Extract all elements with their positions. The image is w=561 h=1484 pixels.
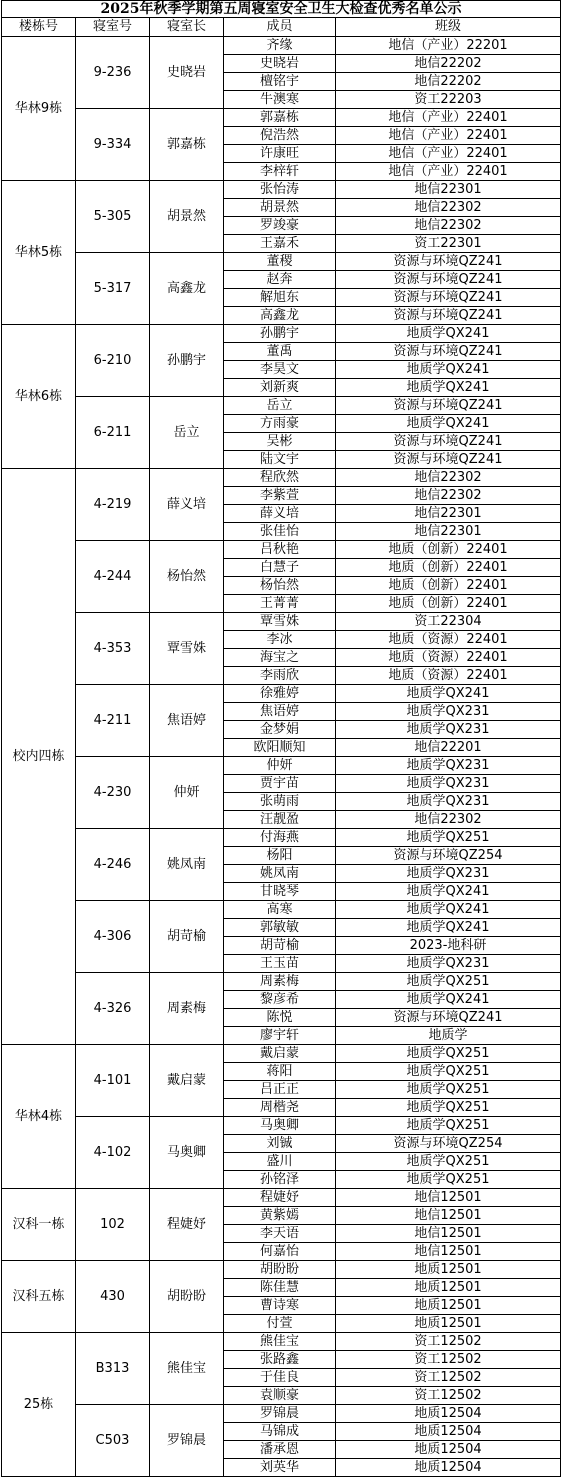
member-class: 地信22302	[336, 487, 561, 505]
room-number: 430	[76, 1261, 150, 1333]
member-class: 地质学QX251	[336, 1171, 561, 1189]
table-row	[2, 109, 561, 127]
member-name: 覃雪姝	[224, 613, 336, 631]
member-class: 地质学QX241	[336, 415, 561, 433]
member-class: 地质12501	[336, 1261, 561, 1279]
member-name: 吴彬	[224, 433, 336, 451]
member-class: 地质学QX241	[336, 325, 561, 343]
member-class: 地信22302	[336, 199, 561, 217]
room-number: 102	[76, 1189, 150, 1261]
member-name: 于佳良	[224, 1369, 336, 1387]
member-class: 资工12502	[336, 1387, 561, 1405]
member-class: 地质学QX241	[336, 919, 561, 937]
member-class: 资工12502	[336, 1369, 561, 1387]
room-number: 4-211	[76, 685, 150, 757]
room-number: 4-219	[76, 469, 150, 541]
member-name: 王菁菁	[224, 595, 336, 613]
member-class: 地质学QX231	[336, 775, 561, 793]
table-row	[2, 1045, 561, 1063]
room-leader: 焦语婷	[150, 685, 224, 757]
member-name: 郭敏敏	[224, 919, 336, 937]
member-class: 资源与环境QZ254	[336, 847, 561, 865]
member-class: 地信（产业）22401	[336, 127, 561, 145]
member-name: 海宝之	[224, 649, 336, 667]
member-class: 资源与环境QZ241	[336, 253, 561, 271]
table-row	[2, 757, 561, 775]
room-leader: 胡景然	[150, 181, 224, 253]
table-row	[2, 37, 561, 55]
room-leader: 覃雪姝	[150, 613, 224, 685]
member-class: 地质（资源）22401	[336, 631, 561, 649]
member-name: 王玉苗	[224, 955, 336, 973]
room-leader: 戴启蒙	[150, 1045, 224, 1117]
member-class: 地信22302	[336, 811, 561, 829]
member-class: 地质学QX251	[336, 1081, 561, 1099]
member-name: 马锦成	[224, 1423, 336, 1441]
member-class: 地信12501	[336, 1225, 561, 1243]
member-name: 黄紫嫣	[224, 1207, 336, 1225]
member-name: 薛义培	[224, 505, 336, 523]
member-name: 黎彦希	[224, 991, 336, 1009]
member-name: 孙铭泽	[224, 1171, 336, 1189]
room-number: 5-317	[76, 253, 150, 325]
member-name: 吕秋艳	[224, 541, 336, 559]
member-name: 戴启蒙	[224, 1045, 336, 1063]
member-class: 地质（资源）22401	[336, 667, 561, 685]
member-class: 资源与环境QZ241	[336, 433, 561, 451]
member-class: 资源与环境QZ241	[336, 289, 561, 307]
member-class: 地信（产业）22401	[336, 145, 561, 163]
room-leader: 高鑫龙	[150, 253, 224, 325]
member-class: 地质学QX241	[336, 379, 561, 397]
member-name: 周素梅	[224, 973, 336, 991]
member-class: 资工12502	[336, 1351, 561, 1369]
room-leader: 姚凤南	[150, 829, 224, 901]
member-name: 甘晓琴	[224, 883, 336, 901]
room-number: 4-244	[76, 541, 150, 613]
room-number: 4-306	[76, 901, 150, 973]
member-class: 地信22201	[336, 739, 561, 757]
member-name: 付海燕	[224, 829, 336, 847]
room-leader: 史晓岩	[150, 37, 224, 109]
member-name: 蒋阳	[224, 1063, 336, 1081]
member-class: 地质学QX251	[336, 973, 561, 991]
room-number: 4-101	[76, 1045, 150, 1117]
table-row	[2, 541, 561, 559]
member-class: 地质学QX241	[336, 991, 561, 1009]
member-class: 2023-地科研	[336, 937, 561, 955]
header-class: 班级	[336, 18, 561, 37]
member-class: 地质学QX251	[336, 1153, 561, 1171]
member-name: 方雨豪	[224, 415, 336, 433]
building-name: 华林6栋	[2, 325, 76, 469]
room-leader: 郭嘉栋	[150, 109, 224, 181]
table-row	[2, 181, 561, 199]
building-name: 校内四栋	[2, 469, 76, 1045]
table-row	[2, 973, 561, 991]
room-leader: 仲妍	[150, 757, 224, 829]
member-class: 资源与环境QZ241	[336, 397, 561, 415]
member-class: 地信22202	[336, 73, 561, 91]
member-class: 地信12501	[336, 1189, 561, 1207]
member-name: 李雨欣	[224, 667, 336, 685]
member-class: 地质12501	[336, 1297, 561, 1315]
member-name: 付萱	[224, 1315, 336, 1333]
member-name: 杨阳	[224, 847, 336, 865]
member-class: 资源与环境QZ241	[336, 343, 561, 361]
honor-roll-table	[1, 0, 561, 1477]
member-name: 胡景然	[224, 199, 336, 217]
member-class: 资工22301	[336, 235, 561, 253]
member-class: 地质（创新）22401	[336, 577, 561, 595]
member-name: 倪浩然	[224, 127, 336, 145]
member-class: 地质学QX241	[336, 901, 561, 919]
member-class: 资源与环境QZ241	[336, 307, 561, 325]
member-name: 仲妍	[224, 757, 336, 775]
room-number: 4-230	[76, 757, 150, 829]
member-name: 姚凤南	[224, 865, 336, 883]
member-name: 李昊文	[224, 361, 336, 379]
member-class: 地信（产业）22401	[336, 163, 561, 181]
member-class: 地质学QX241	[336, 883, 561, 901]
member-name: 董禹	[224, 343, 336, 361]
member-name: 牛澳寒	[224, 91, 336, 109]
table-row	[2, 1405, 561, 1423]
room-number: 4-326	[76, 973, 150, 1045]
room-leader: 杨怡然	[150, 541, 224, 613]
member-class: 地信12501	[336, 1243, 561, 1261]
member-class: 地质学QX231	[336, 721, 561, 739]
member-name: 史晓岩	[224, 55, 336, 73]
member-name: 何嘉怡	[224, 1243, 336, 1261]
room-leader: 周素梅	[150, 973, 224, 1045]
room-leader: 胡盼盼	[150, 1261, 224, 1333]
member-name: 檀铭宇	[224, 73, 336, 91]
member-name: 焦语婷	[224, 703, 336, 721]
building-name: 汉科五栋	[2, 1261, 76, 1333]
member-class: 地信（产业）22201	[336, 37, 561, 55]
member-class: 地质12501	[336, 1315, 561, 1333]
member-class: 资源与环境QZ241	[336, 1009, 561, 1027]
member-name: 刘英华	[224, 1459, 336, 1477]
member-class: 地信22302	[336, 217, 561, 235]
member-class: 地质（创新）22401	[336, 595, 561, 613]
member-class: 地质（创新）22401	[336, 559, 561, 577]
member-name: 许康旺	[224, 145, 336, 163]
member-class: 地质12504	[336, 1405, 561, 1423]
member-class: 地信22301	[336, 181, 561, 199]
member-class: 地质学QX251	[336, 1045, 561, 1063]
member-class: 地质学QX231	[336, 865, 561, 883]
room-leader: 胡苛榆	[150, 901, 224, 973]
member-name: 岳立	[224, 397, 336, 415]
member-name: 李冰	[224, 631, 336, 649]
header-building: 楼栋号	[2, 18, 76, 37]
building-name: 25栋	[2, 1333, 76, 1477]
member-class: 地质学QX241	[336, 685, 561, 703]
table-row	[2, 253, 561, 271]
room-number: 6-211	[76, 397, 150, 469]
room-number: 4-353	[76, 613, 150, 685]
room-number: 9-236	[76, 37, 150, 109]
member-name: 廖宇轩	[224, 1027, 336, 1045]
member-class: 资源与环境QZ241	[336, 451, 561, 469]
header-leader: 寝室长	[150, 18, 224, 37]
member-class: 地质学QX231	[336, 757, 561, 775]
member-class: 地质12504	[336, 1423, 561, 1441]
member-class: 地质学QX251	[336, 829, 561, 847]
room-number: 4-246	[76, 829, 150, 901]
table-row	[2, 1117, 561, 1135]
member-class: 地质学QX241	[336, 361, 561, 379]
member-class: 地质12504	[336, 1459, 561, 1477]
table-row	[2, 613, 561, 631]
member-name: 马奥卿	[224, 1117, 336, 1135]
header-room: 寝室号	[76, 18, 150, 37]
room-number: 9-334	[76, 109, 150, 181]
member-name: 刘新爽	[224, 379, 336, 397]
member-name: 张佳怡	[224, 523, 336, 541]
table-row	[2, 685, 561, 703]
page-title: 2025年秋季学期第五周寝室安全卫生大检查优秀名单公示	[2, 1, 561, 18]
member-name: 张怡涛	[224, 181, 336, 199]
member-name: 胡盼盼	[224, 1261, 336, 1279]
member-name: 贾宇苗	[224, 775, 336, 793]
room-leader: 孙鹏宇	[150, 325, 224, 397]
member-name: 李天语	[224, 1225, 336, 1243]
room-leader: 程婕妤	[150, 1189, 224, 1261]
member-class: 资工12502	[336, 1333, 561, 1351]
member-class: 地质学QX231	[336, 955, 561, 973]
member-name: 李紫萱	[224, 487, 336, 505]
member-class: 地质12504	[336, 1441, 561, 1459]
member-name: 解旭东	[224, 289, 336, 307]
room-leader: 岳立	[150, 397, 224, 469]
room-leader: 马奥卿	[150, 1117, 224, 1189]
header-members: 成员	[224, 18, 336, 37]
table-row	[2, 829, 561, 847]
table-row	[2, 1261, 561, 1279]
member-class: 地质学QX251	[336, 1099, 561, 1117]
member-class: 地质学QX251	[336, 1117, 561, 1135]
member-class: 地质（创新）22401	[336, 541, 561, 559]
member-class: 地信22202	[336, 55, 561, 73]
member-name: 程欣然	[224, 469, 336, 487]
member-name: 李梓轩	[224, 163, 336, 181]
room-leader: 薛义培	[150, 469, 224, 541]
building-name: 华林4栋	[2, 1045, 76, 1189]
member-class: 地信（产业）22401	[336, 109, 561, 127]
member-name: 罗锦晨	[224, 1405, 336, 1423]
member-name: 程婕妤	[224, 1189, 336, 1207]
member-class: 资工22203	[336, 91, 561, 109]
member-name: 刘铖	[224, 1135, 336, 1153]
member-name: 齐缘	[224, 37, 336, 55]
member-name: 盛川	[224, 1153, 336, 1171]
member-name: 周楷尧	[224, 1099, 336, 1117]
member-class: 地质学QX231	[336, 703, 561, 721]
header-row	[2, 18, 561, 37]
table-row	[2, 469, 561, 487]
member-name: 吕正正	[224, 1081, 336, 1099]
member-name: 董稷	[224, 253, 336, 271]
room-leader: 熊佳宝	[150, 1333, 224, 1405]
member-name: 徐雅婷	[224, 685, 336, 703]
room-number: 4-102	[76, 1117, 150, 1189]
table-row	[2, 901, 561, 919]
member-name: 白慧子	[224, 559, 336, 577]
table-row	[2, 1333, 561, 1351]
room-number: B313	[76, 1333, 150, 1405]
member-class: 地信22301	[336, 505, 561, 523]
member-class: 地质学QX251	[336, 1063, 561, 1081]
building-name: 汉科一栋	[2, 1189, 76, 1261]
member-name: 郭嘉栋	[224, 109, 336, 127]
member-class: 地质学	[336, 1027, 561, 1045]
member-name: 陈佳慧	[224, 1279, 336, 1297]
member-class: 地信22302	[336, 469, 561, 487]
member-name: 熊佳宝	[224, 1333, 336, 1351]
member-name: 赵奔	[224, 271, 336, 289]
member-name: 陆文宇	[224, 451, 336, 469]
member-name: 孙鹏宇	[224, 325, 336, 343]
member-class: 资源与环境QZ254	[336, 1135, 561, 1153]
member-name: 金梦娟	[224, 721, 336, 739]
member-class: 地信22301	[336, 523, 561, 541]
member-name: 杨怡然	[224, 577, 336, 595]
member-name: 潘承恩	[224, 1441, 336, 1459]
room-number: 5-305	[76, 181, 150, 253]
member-name: 汪靓盈	[224, 811, 336, 829]
room-number: C503	[76, 1405, 150, 1477]
member-class: 地质12501	[336, 1279, 561, 1297]
room-leader: 罗锦晨	[150, 1405, 224, 1477]
table-row	[2, 1189, 561, 1207]
building-name: 华林9栋	[2, 37, 76, 181]
table-row	[2, 325, 561, 343]
member-class: 资工22304	[336, 613, 561, 631]
member-class: 地质学QX231	[336, 793, 561, 811]
member-name: 高鑫龙	[224, 307, 336, 325]
member-class: 地信12501	[336, 1207, 561, 1225]
table-body	[2, 37, 561, 1477]
member-class: 资源与环境QZ241	[336, 271, 561, 289]
member-class: 地质（资源）22401	[336, 649, 561, 667]
member-name: 胡苛榆	[224, 937, 336, 955]
member-name: 罗竣豪	[224, 217, 336, 235]
member-name: 曹诗寒	[224, 1297, 336, 1315]
room-number: 6-210	[76, 325, 150, 397]
member-name: 陈悦	[224, 1009, 336, 1027]
building-name: 华林5栋	[2, 181, 76, 325]
member-name: 欧阳顺知	[224, 739, 336, 757]
member-name: 高寒	[224, 901, 336, 919]
member-name: 王嘉禾	[224, 235, 336, 253]
member-name: 张路鑫	[224, 1351, 336, 1369]
member-name: 张萌雨	[224, 793, 336, 811]
table-row	[2, 397, 561, 415]
member-name: 袁顺豪	[224, 1387, 336, 1405]
